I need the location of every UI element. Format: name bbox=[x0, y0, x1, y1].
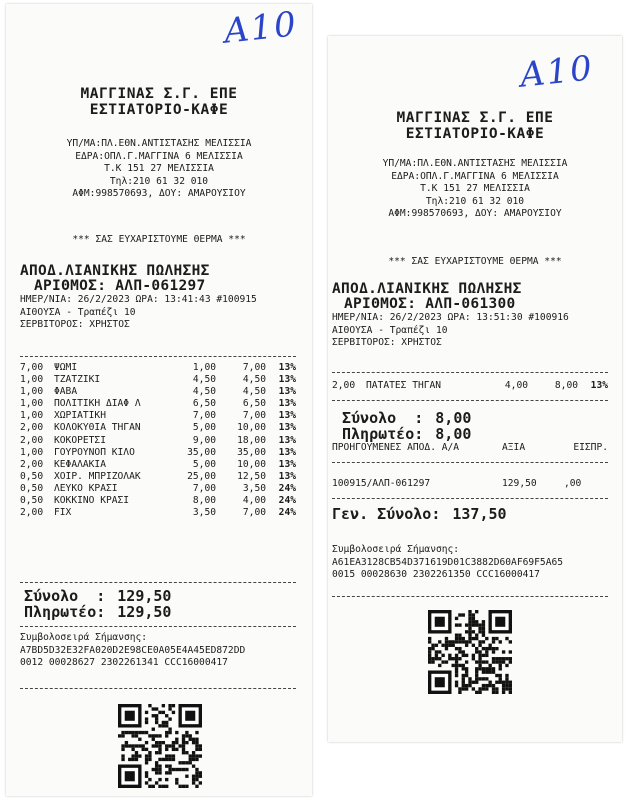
item-desc: ΧΩΡΙΑΤΙΚΗ bbox=[54, 410, 106, 422]
item-vat: 13% bbox=[278, 434, 296, 446]
item-desc: ΠΑΤΑΤΕΣ ΤΗΓΑΝ bbox=[366, 380, 442, 391]
paid-value: 129,50 bbox=[117, 603, 172, 621]
doc-number: ΑΡΙΘΜΟΣ: ΑΛΠ-061300 bbox=[344, 296, 516, 312]
grand-total-row bbox=[332, 506, 622, 522]
item-price: 4,00 bbox=[504, 380, 528, 391]
receipt-1 bbox=[6, 4, 312, 796]
item-qty: 2,00 bbox=[20, 434, 44, 446]
thanks-line: *** ΣΑΣ ΕΥΧΑΡΙΣΤΟΥΜΕ ΘΕΡΜΑ *** bbox=[72, 234, 246, 245]
item-row bbox=[20, 507, 296, 519]
divider bbox=[332, 498, 608, 499]
item-vat: 24% bbox=[278, 482, 296, 494]
items-list bbox=[20, 362, 296, 519]
signature-line: A61EA3128CB54D371619D01C3882D60AF69F5A65 bbox=[332, 556, 564, 568]
table-line: ΑΙΘΟΥΣΑ - Τραπέζι 10 bbox=[20, 306, 136, 318]
item-qty: 2,00 bbox=[20, 422, 44, 434]
item-total: 3,50 bbox=[242, 482, 266, 494]
item-total: 4,00 bbox=[242, 495, 266, 507]
item-row bbox=[20, 386, 296, 398]
grand-total-label: Γεν. Σύνολο: bbox=[332, 505, 441, 523]
item-total: 10,00 bbox=[237, 422, 266, 434]
item-qty: 1,00 bbox=[20, 386, 44, 398]
item-vat: 13% bbox=[278, 422, 296, 434]
item-vat: 13% bbox=[278, 362, 296, 373]
address-block bbox=[328, 158, 622, 221]
company-name: ΜΑΓΓΙΝΑΣ Σ.Γ. ΕΠΕ bbox=[80, 86, 238, 102]
item-desc: ΓΟΥΡΟΥΝΟΠ ΚΙΛΟ bbox=[54, 446, 135, 458]
item-price: 5,00 bbox=[192, 458, 216, 470]
signature-line: A7BD5D32E32FA020D2E98CE0A05E4A45ED872DD bbox=[20, 644, 246, 656]
item-desc: ΚΕΦΑΛΑΚΙΑ bbox=[54, 458, 106, 470]
item-price: 8,00 bbox=[192, 495, 216, 507]
item-desc: ΨΩΜΙ bbox=[54, 362, 78, 373]
table-line: ΑΙΘΟΥΣΑ - Τραπέζι 10 bbox=[332, 324, 448, 336]
grand-total-value: 137,50 bbox=[452, 505, 507, 523]
history-header-doc: ΠΡΟΗΓΟΥΜΕΝΕΣ ΑΠΟΔ. Α/Α bbox=[332, 442, 460, 453]
divider bbox=[20, 626, 296, 627]
address-block bbox=[6, 138, 312, 201]
paid-label: Πληρωτέο: bbox=[24, 603, 106, 621]
divider bbox=[332, 400, 608, 401]
item-total: 7,00 bbox=[242, 410, 266, 422]
signature-label: Συμβολοσειρά Σήμανσης: bbox=[20, 632, 148, 643]
history-header-collected: ΕΙΣΠΡ. bbox=[573, 442, 608, 453]
history-row bbox=[332, 478, 608, 491]
item-price: 1,00 bbox=[192, 362, 216, 373]
item-price: 25,00 bbox=[187, 470, 216, 482]
doc-number: ΑΡΙΘΜΟΣ: ΑΛΠ-061297 bbox=[34, 278, 206, 294]
item-desc: ΚΟΚΟΡΕΤΣΙ bbox=[54, 434, 106, 446]
item-row bbox=[20, 459, 296, 471]
item-row bbox=[20, 362, 296, 374]
totals-block bbox=[342, 410, 622, 442]
signature-block bbox=[20, 632, 296, 670]
waiter-line: ΣΕΡΒΙΤΟΡΟΣ: ΧΡΗΣΤΟΣ bbox=[20, 319, 130, 330]
divider bbox=[20, 356, 296, 357]
divider bbox=[20, 582, 296, 583]
doc-type: ΑΠΟΔ.ΛΙΑΝΙΚΗΣ ΠΩΛΗΣΗΣ bbox=[20, 263, 210, 279]
item-desc: ΧΟΙΡ. ΜΠΡΙΖΟΛΑΚ bbox=[54, 470, 141, 482]
item-total: 7,00 bbox=[242, 362, 266, 373]
item-price: 3,50 bbox=[192, 507, 216, 519]
divider bbox=[332, 596, 608, 597]
item-total: 35,00 bbox=[237, 446, 266, 458]
item-qty: 2,00 bbox=[20, 507, 44, 519]
phone-line: Τηλ:210 61 32 010 bbox=[109, 175, 209, 187]
address-line: ΥΠ/ΜΑ:ΠΛ.ΕΘΝ.ΑΝΤΙΣΤΑΣΗΣ ΜΕΛΙΣΣΙΑ bbox=[382, 158, 568, 169]
paid-row bbox=[24, 604, 312, 620]
business-type: ΕΣΤΙΑΤΟΡΙΟ-ΚΑΦΕ bbox=[405, 126, 545, 142]
total-value: 8,00 bbox=[435, 409, 472, 427]
address-line: ΕΔΡΑ:ΟΠΛ.Γ.ΜΑΓΓΙΝΑ 6 ΜΕΛΙΣΣΙΑ bbox=[75, 150, 243, 162]
item-qty: 2,00 bbox=[332, 380, 356, 391]
history-doc: 100915/ΑΛΠ-061297 bbox=[332, 478, 431, 489]
item-price: 9,00 bbox=[192, 434, 216, 446]
item-vat: 13% bbox=[278, 410, 296, 422]
qr-code bbox=[428, 610, 512, 694]
signature-line: 0012 00028627 2302261341 CCC16000417 bbox=[20, 657, 228, 668]
item-qty: 1,00 bbox=[20, 446, 44, 458]
item-price: 35,00 bbox=[187, 446, 216, 458]
datetime-line: ΗΜΕΡ/ΝΙΑ: 26/2/2023 ΩΡΑ: 13:41:43 #100915 bbox=[20, 294, 257, 305]
item-price: 4,50 bbox=[192, 386, 216, 398]
item-row bbox=[20, 447, 296, 459]
item-desc: ΚΟΚΚΙΝΟ ΚΡΑΣΙ bbox=[54, 495, 130, 507]
doc-info bbox=[20, 264, 312, 332]
item-vat: 13% bbox=[278, 470, 296, 482]
item-desc: ΠΟΛΙΤΙΚΗ ΔΙΑΦ Λ bbox=[54, 398, 141, 410]
receipt-2 bbox=[328, 36, 622, 742]
item-qty: 1,00 bbox=[20, 398, 44, 410]
item-price: 5,00 bbox=[192, 422, 216, 434]
paid-value: 8,00 bbox=[435, 425, 472, 443]
history-collected: ,00 bbox=[564, 478, 582, 489]
item-total: 4,50 bbox=[242, 386, 266, 398]
receipt-header bbox=[6, 86, 312, 118]
item-qty: 2,00 bbox=[20, 458, 44, 470]
receipt-header bbox=[328, 110, 622, 142]
item-vat: 13% bbox=[278, 458, 296, 470]
item-vat: 13% bbox=[278, 386, 296, 398]
item-vat: 24% bbox=[278, 507, 296, 519]
divider bbox=[20, 688, 296, 689]
waiter-line: ΣΕΡΒΙΤΟΡΟΣ: ΧΡΗΣΤΟΣ bbox=[332, 337, 442, 348]
phone-line: Τηλ:210 61 32 010 bbox=[425, 195, 525, 207]
item-row bbox=[332, 380, 608, 392]
item-vat: 13% bbox=[590, 380, 608, 391]
address-line: ΕΔΡΑ:ΟΠΛ.Γ.ΜΑΓΓΙΝΑ 6 ΜΕΛΙΣΣΙΑ bbox=[391, 170, 559, 182]
item-desc: ΤΖΑΤΖΙΚΙ bbox=[54, 374, 101, 386]
item-row bbox=[20, 495, 296, 507]
divider bbox=[332, 462, 608, 463]
item-row bbox=[20, 410, 296, 422]
signature-line: 0015 00028630 2302261350 CCC16000417 bbox=[332, 569, 540, 580]
business-type: ΕΣΤΙΑΤΟΡΙΟ-ΚΑΦΕ bbox=[89, 102, 229, 118]
paid-label: Πληρωτέο: bbox=[342, 425, 424, 443]
item-price: 4,50 bbox=[192, 374, 216, 386]
paid-row bbox=[342, 426, 622, 442]
history-header-value: ΑΞΙΑ bbox=[502, 442, 526, 453]
history-value: 129,50 bbox=[502, 478, 537, 489]
item-vat: 13% bbox=[278, 446, 296, 458]
item-desc: ΚΟΛΟΚΥΘΙΑ ΤΗΓΑΝ bbox=[54, 422, 141, 434]
item-price: 6,50 bbox=[192, 398, 216, 410]
item-vat: 13% bbox=[278, 374, 296, 386]
item-qty: 7,00 bbox=[20, 362, 44, 373]
item-total: 6,50 bbox=[242, 398, 266, 410]
item-vat: 13% bbox=[278, 398, 296, 410]
item-total: 12,50 bbox=[237, 470, 266, 482]
history-header bbox=[332, 442, 608, 455]
item-total: 18,00 bbox=[237, 434, 266, 446]
handwritten-note: A10 bbox=[222, 4, 300, 52]
item-qty: 1,00 bbox=[20, 374, 44, 386]
address-line: Τ.Κ 151 27 ΜΕΛΙΣΣΙΑ bbox=[104, 163, 214, 174]
item-qty: 1,00 bbox=[20, 410, 44, 422]
total-value: 129,50 bbox=[117, 587, 172, 605]
doc-type: ΑΠΟΔ.ΛΙΑΝΙΚΗΣ ΠΩΛΗΣΗΣ bbox=[332, 281, 522, 297]
signature-block bbox=[332, 544, 608, 582]
divider bbox=[332, 372, 608, 373]
qr-code bbox=[118, 704, 202, 788]
item-desc: ΛΕΥΚΟ ΚΡΑΣΙ bbox=[54, 482, 118, 494]
total-label: Σύνολο : bbox=[342, 409, 424, 427]
totals-block bbox=[24, 588, 312, 620]
items-list bbox=[332, 380, 608, 392]
item-row bbox=[20, 374, 296, 386]
item-row bbox=[20, 422, 296, 434]
item-row bbox=[20, 483, 296, 495]
item-total: 7,00 bbox=[242, 507, 266, 519]
item-qty: 0,50 bbox=[20, 482, 44, 494]
tax-id-line: ΑΦΜ:998570693, ΔΟΥ: ΑΜΑΡΟΥΣΙΟΥ bbox=[72, 188, 246, 199]
doc-info bbox=[332, 282, 622, 350]
item-price: 7,00 bbox=[192, 410, 216, 422]
item-total: 10,00 bbox=[237, 458, 266, 470]
item-total: 8,00 bbox=[554, 380, 578, 391]
address-line: Τ.Κ 151 27 ΜΕΛΙΣΣΙΑ bbox=[420, 183, 530, 194]
address-line: ΥΠ/ΜΑ:ΠΛ.ΕΘΝ.ΑΝΤΙΣΤΑΣΗΣ ΜΕΛΙΣΣΙΑ bbox=[66, 138, 252, 149]
item-desc: FIX bbox=[54, 507, 72, 519]
item-row bbox=[20, 398, 296, 410]
total-row bbox=[24, 588, 312, 604]
item-qty: 0,50 bbox=[20, 495, 44, 507]
item-desc: ΦΑΒΑ bbox=[54, 386, 78, 398]
item-row bbox=[20, 435, 296, 447]
total-label: Σύνολο : bbox=[24, 587, 106, 605]
item-vat: 24% bbox=[278, 495, 296, 507]
tax-id-line: ΑΦΜ:998570693, ΔΟΥ: ΑΜΑΡΟΥΣΙΟΥ bbox=[388, 208, 562, 219]
company-name: ΜΑΓΓΙΝΑΣ Σ.Γ. ΕΠΕ bbox=[396, 110, 554, 126]
handwritten-note: A10 bbox=[518, 48, 596, 96]
item-total: 4,50 bbox=[242, 374, 266, 386]
thanks-line: *** ΣΑΣ ΕΥΧΑΡΙΣΤΟΥΜΕ ΘΕΡΜΑ *** bbox=[388, 256, 562, 267]
item-row bbox=[20, 471, 296, 483]
item-qty: 0,50 bbox=[20, 470, 44, 482]
datetime-line: ΗΜΕΡ/ΝΙΑ: 26/2/2023 ΩΡΑ: 13:51:30 #100916 bbox=[332, 312, 569, 323]
signature-label: Συμβολοσειρά Σήμανσης: bbox=[332, 544, 460, 555]
item-price: 7,00 bbox=[192, 482, 216, 494]
total-row bbox=[342, 410, 622, 426]
